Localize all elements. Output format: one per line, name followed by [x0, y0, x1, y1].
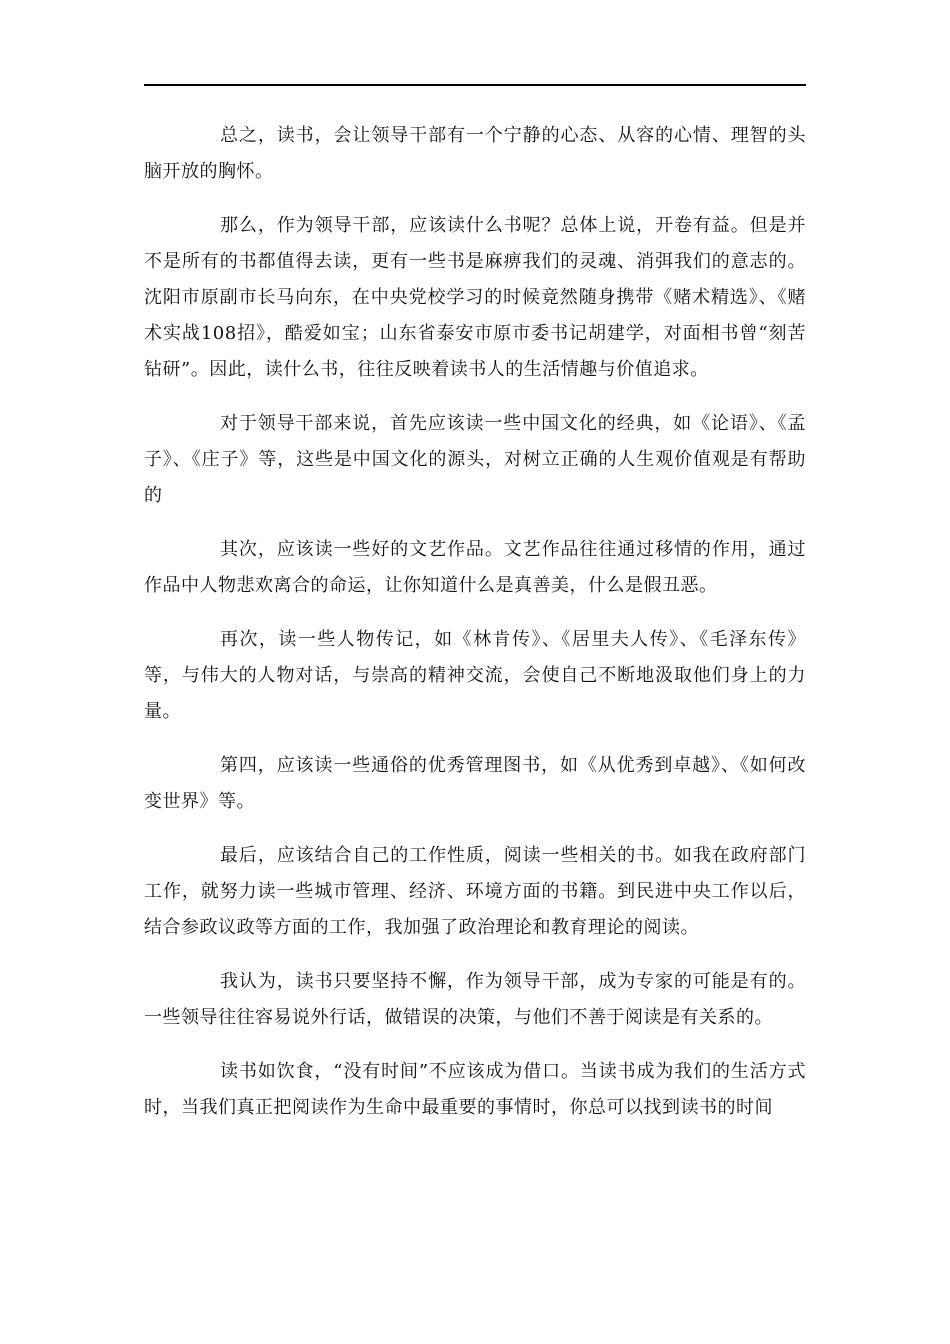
paragraph: 总之，读书，会让领导干部有一个宁静的心态、从容的心情、理智的头脑开放的胸怀。: [144, 125, 806, 182]
paragraph: 第四，应该读一些通俗的优秀管理图书，如《从优秀到卓越》、《如何改变世界》等。: [144, 755, 806, 812]
paragraph: 我认为，读书只要坚持不懈，作为领导干部，成为专家的可能是有的。一些领导往往容易说外行话，做错误的决策，与他们不善于阅读是有关系的。: [144, 971, 806, 1028]
paragraph: 最后，应该结合自己的工作性质，阅读一些相关的书。如我在政府部门工作，就努力读一些城市管理、经济、环境方面的书籍。到民进中央工作以后，结合参政议政等方面的工作，我加强了政治理论和教育理论的阅读。: [144, 845, 806, 938]
paragraph: 那么，作为领导干部，应该读什么书呢？总体上说，开卷有益。但是并不是所有的书都值得去读，更有一些书是麻痹我们的灵魂、消弭我们的意志的。沈阳市原副市长马向东，在中央党校学习的时候竟然随身携带《赌术精选》、《赌术实战108招》，酷爱如宝；山东省泰安市原市委书记胡建学，对面相书曾“刻苦钻研”。因此，读什么书，往往反映着读书人的生活情趣与价值追求。: [144, 215, 806, 380]
paragraph: 再次，读一些人物传记，如《林肯传》、《居里夫人传》、《毛泽东传》等，与伟大的人物对话，与崇高的精神交流，会使自己不断地汲取他们身上的力量。: [144, 629, 806, 722]
header-rule: [144, 84, 806, 86]
paragraph: 对于领导干部来说，首先应该读一些中国文化的经典，如《论语》、《孟子》、《庄子》等，这些是中国文化的源头，对树立正确的人生观价值观是有帮助的: [144, 413, 806, 506]
paragraph: 读书如饮食，“没有时间”不应该成为借口。当读书成为我们的生活方式时，当我们真正把阅读作为生命中最重要的事情时，你总可以找到读书的时间: [144, 1061, 806, 1118]
document-body: [144, 118, 806, 1144]
paragraph: 其次，应该读一些好的文艺作品。文艺作品往往通过移情的作用，通过作品中人物悲欢离合的命运，让你知道什么是真善美，什么是假丑恶。: [144, 539, 806, 596]
